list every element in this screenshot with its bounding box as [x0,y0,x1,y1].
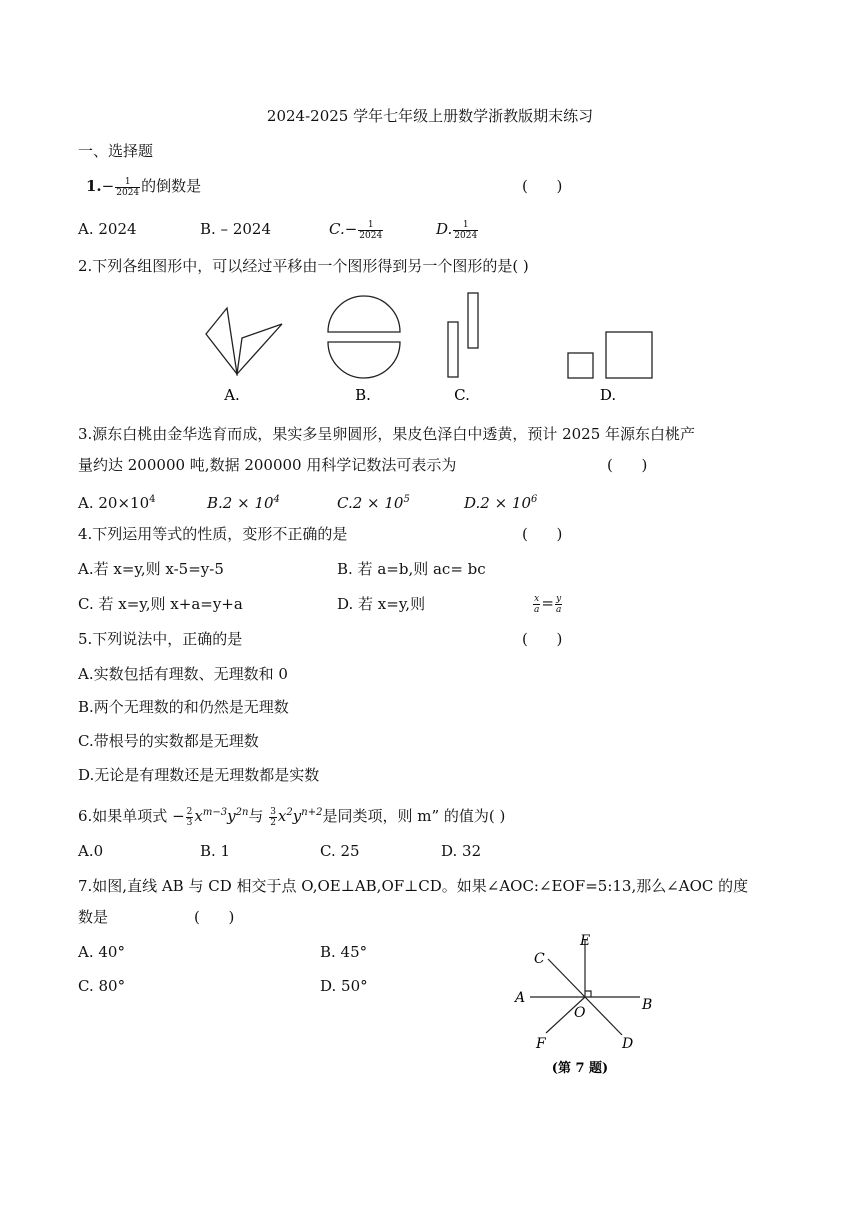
q4-option-d: D. 若 x=y,则 [337,595,426,613]
right-angle-mark [585,991,591,997]
q1-fraction [115,177,140,198]
q4-option-b: B. 若 a=b,则 ac= bc [337,560,486,578]
q5-option-d: D.无论是有理数还是无理数都是实数 [78,766,320,784]
q1-d-num: 1 [462,219,469,230]
question-4-stem: 4.下列运用等式的性质，变形不正确的是 [78,525,348,543]
q7-option-c: C. 80° [78,977,126,995]
q1-frac-num: 1 [124,176,131,187]
q3-option-a-text: A. 20×10 [78,494,150,512]
q6-mid: 与 [248,807,264,825]
q1-option-c-fraction [358,220,383,241]
q6-exp3: 2 [286,807,293,818]
q4-option-d-formula [532,593,563,615]
q1-c-den: 2024 [359,230,383,241]
q6-f1-num: 2 [186,806,193,817]
q7-option-d: D. 50° [320,977,368,995]
shape-label-d: D. [599,386,617,404]
question-7-line2: 数是 [78,908,109,926]
q1-option-c-minus: − [344,220,358,238]
q4-frac-x-den: a [534,604,540,615]
fig-label-d: D [622,1036,634,1052]
q1-option-d [436,219,479,241]
fig-label-a: A [515,990,526,1006]
q6-f2-num: 3 [270,806,276,817]
fig-label-f: F [536,1036,546,1052]
question-1-stem [86,176,201,198]
q6-y2: y [292,807,302,825]
q4-frac-x [533,594,540,615]
question-7-line1: 7.如图,直线 AB 与 CD 相交于点 O,OE⊥AB,OF⊥CD。如果∠AOC:∠EOF=5:13,那么∠AOC 的度 [78,877,749,895]
q3-option-b-text: B.2 × 10 [207,494,274,512]
q3-option-b [207,490,280,513]
question-3-line2: 量约达 200000 吨,数据 200000 用科学记数法可表示为 [78,456,457,474]
shape-label-b: B. [355,386,371,404]
q6-f2-den: 2 [270,817,276,828]
q1-option-d-label: D. [436,220,453,238]
q1-frac-den: 2024 [116,187,140,198]
q5-option-c: C.带根号的实数都是无理数 [78,732,259,750]
q1-suffix: 的倒数是 [141,177,202,195]
q1-option-c-label: C. [329,220,345,238]
q4-option-a: A.若 x=y,则 x-5=y-5 [78,560,224,578]
shape-d-squares [568,332,652,378]
q3-option-d-text: D.2 × 10 [464,494,531,512]
q3-option-b-exp: 4 [273,494,280,505]
shape-c-rectangles [448,293,478,377]
q1-answer-bracket: ( ) [522,177,563,195]
q6-option-b: B. 1 [200,842,231,860]
q1-number: 1. [86,177,102,195]
q6-option-c: C. 25 [320,842,360,860]
q6-exp2: 2n [235,807,249,818]
q4-frac-y-den: a [555,604,562,615]
q1-option-c [329,219,384,241]
q1-minus: − [101,177,115,195]
q6-x2: x [277,807,287,825]
q5-answer-bracket: ( ) [522,630,563,648]
q3-option-c-exp: 5 [403,494,410,505]
q6-suffix: 是同类项，则 m [322,807,432,825]
question-5-stem: 5.下列说法中，正确的是 [78,630,243,648]
question-6-stem [78,803,505,828]
q3-option-c [337,490,410,513]
q1-d-den: 2024 [454,230,478,241]
fig-label-c: C [534,951,545,967]
q6-frac-2 [269,807,277,828]
q6-prefix: 6.如果单项式 − [78,807,185,825]
q4-eq: = [541,594,554,612]
q6-x1: x [194,807,203,825]
q6-option-d: D. 32 [441,842,482,860]
q4-frac-x-num: x [534,593,540,604]
q6-suffix2: ” 的值为( ) [431,807,506,825]
q3-option-a [78,490,156,513]
section-heading: 一、选择题 [78,142,154,160]
q7-geometry-figure [505,925,670,1080]
q6-f1-den: 3 [186,817,193,828]
q1-option-d-fraction [453,220,478,241]
q7-answer-bracket: ( ) [194,908,235,926]
q6-exp1: m−3 [202,807,228,818]
q3-option-c-text: C.2 × 10 [337,494,404,512]
q3-option-d-exp: 6 [531,494,538,505]
fig-label-e: E [580,933,591,949]
shape-b-circle [328,296,400,378]
q4-option-c: C. 若 x=y,则 x+a=y+a [78,595,243,613]
fig-label-o: O [574,1005,586,1021]
q4-frac-y [555,594,562,615]
q6-exp4: n+2 [301,807,323,818]
q2-figure-shapes [190,286,670,406]
q1-option-b: B. – 2024 [200,220,272,238]
q7-option-a: A. 40° [78,943,125,961]
q4-answer-bracket: ( ) [522,525,563,543]
q3-answer-bracket: ( ) [607,456,648,474]
page-title: 2024-2025 学年七年级上册数学浙教版期末练习 [266,107,594,125]
q6-frac-1 [186,807,194,828]
q3-option-d [464,490,537,513]
shape-a-triangles [206,308,282,374]
q7-option-b: B. 45° [320,943,368,961]
fig-caption: (第 7 题) [551,1061,609,1076]
q1-c-num: 1 [367,219,374,230]
q3-option-a-exp: 4 [149,494,156,505]
q1-option-a: A. 2024 [78,220,137,238]
shape-label-c: C. [454,386,470,404]
q5-option-a: A.实数包括有理数、无理数和 0 [78,665,288,683]
q4-frac-y-num: y [556,593,562,604]
fig-label-b: B [642,997,653,1013]
question-2-stem: 2.下列各组图形中，可以经过平移由一个图形得到另一个图形的是( ) [78,257,529,275]
question-3-line1: 3.源东白桃由金华选育而成，果实多呈卵圆形，果皮色泽白中透黄，预计 2025 年源东白桃产 [78,425,696,443]
q6-option-a: A.0 [78,842,104,860]
shape-label-a: A. [224,386,240,404]
q5-option-b: B.两个无理数的和仍然是无理数 [78,698,289,716]
q6-y1: y [227,807,236,825]
